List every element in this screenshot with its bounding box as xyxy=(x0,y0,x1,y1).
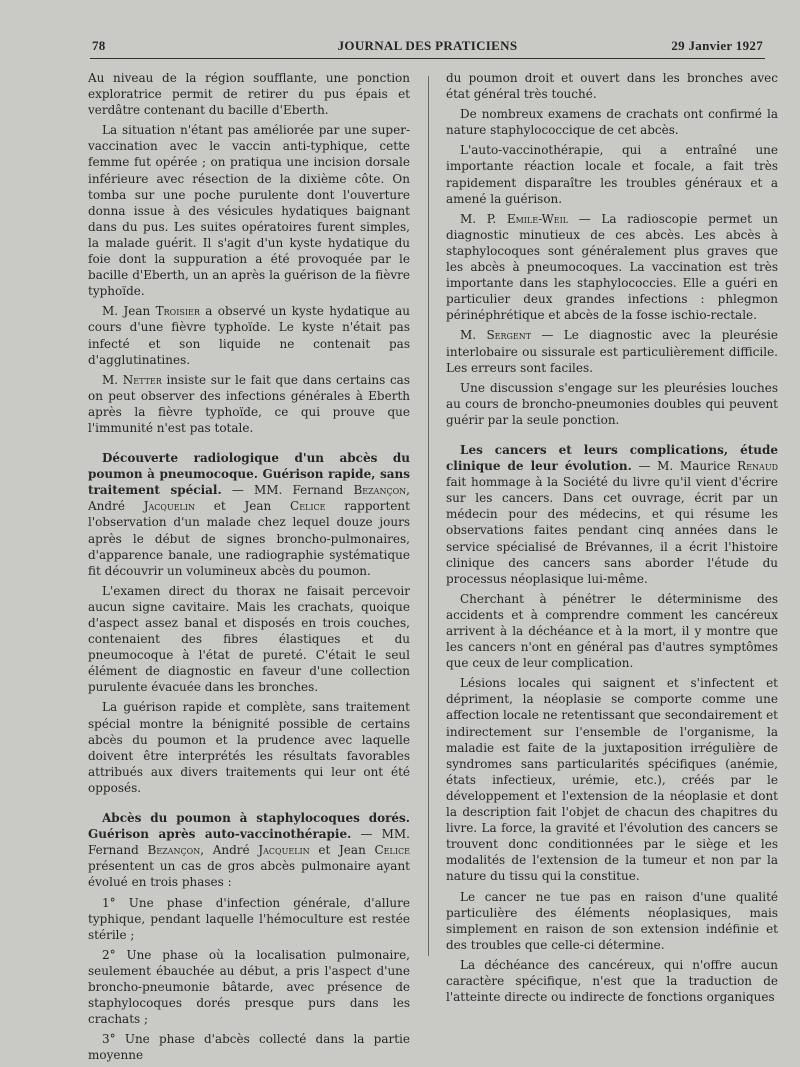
author-name: Jacquelin xyxy=(143,499,196,514)
speaker-prefix: M. xyxy=(102,372,119,387)
author-name: Celice xyxy=(290,499,326,514)
paragraph xyxy=(446,327,778,375)
author-name: Bezançon xyxy=(353,483,407,498)
page-number: 78 xyxy=(92,38,106,53)
left-column xyxy=(88,70,410,1067)
page-header xyxy=(90,36,765,59)
paragraph-text: fait hommage à la Société du livre qu'il vient d'écrire sur les cancers. Dans cet ouvrage, écrit par un médecin pour des médecins, et qui résume les observations faites pendant cinq années dans le service spécialisé de Brévannes, il a écrit l'histoire clinique des cancers sans aborder l'étude du processus néoplasique lui-même. xyxy=(446,475,778,586)
author-name: Renaud xyxy=(737,459,778,474)
paragraph: L'examen direct du thorax ne faisait percevoir aucun signe cavitaire. Mais les crachats, quoique d'aspect assez banal et disposés en trois couches, contenaient des fibres élastiques et du pneumocoque à l'état de pureté. C'était le seul élément de diagnostic en faveur d'une collection purulente évacuée dans les bronches. xyxy=(88,583,410,695)
phase-paragraph: 1° Une phase d'infection générale, d'allure typhique, pendant laquelle l'hémoculture est restée stérile ; xyxy=(88,895,410,942)
section-paragraph xyxy=(446,442,778,587)
section-heading: Découverte radiologique d'un abcès du poumon à pneumocoque. Guérison rapide, sans traitement spécial. xyxy=(88,451,410,498)
authors-intro: — MM. Fernand xyxy=(88,827,410,858)
paragraph-text: a observé un kyste hydatique au cours d'une fièvre typhoïde. Le kyste n'était pas infecté et son liquide ne contenait pas d'agglutinatines. xyxy=(88,304,410,367)
paragraph: De nombreux examens de crachats ont confirmé la nature staphylococcique de cet abcès. xyxy=(446,107,778,138)
paragraph-text: — Le diagnostic avec la pleurésie interlobaire ou sissurale est particulièrement difficile. Les erreurs sont faciles. xyxy=(446,328,778,375)
section-heading: Abcès du poumon à staphylocoques dorés. Guérison après auto-vaccinothérapie. xyxy=(88,811,410,842)
paragraph xyxy=(446,211,778,324)
phase-paragraph: 3° Une phase d'abcès collecté dans la partie moyenne xyxy=(88,1032,410,1063)
paragraph xyxy=(88,372,410,436)
author-name: Bezançon xyxy=(147,843,201,858)
paragraph: Cherchant à pénétrer le déterminisme des accidents et à comprendre comment les cancéreux arrivent à la déchéance et à la mort, il y montre que les cancers n'ont en général pas d'autres symptômes que ceux de leur complication. xyxy=(446,591,778,671)
authors-sep: et Jean xyxy=(213,499,272,514)
paragraph: Le cancer ne tue pas en raison d'une qualité particulière des éléments néoplasiques, mais simplement en raison de son extension indéfinie et des troubles que celle-ci détermine. xyxy=(446,889,778,952)
author-name: Troisier xyxy=(155,304,200,319)
authors-intro: — M. Maurice xyxy=(638,459,731,474)
section-paragraph xyxy=(88,810,410,890)
paragraph-text: présentent un cas de gros abcès pulmonaire ayant évolué en trois phases : xyxy=(88,859,410,890)
paragraph: Lésions locales qui saignent et s'infectent et dépriment, la néoplasie se comporte comme une affection locale ne retentissant que secondairement et indirectement sur l'ensemble de l'organisme, la maladie est faite de la juxtaposition irrégulière de syndromes sans particularités spécifiques (anémie, états infectieux, urémie, etc.), créés par le développement et l'extension de la néoplasie et dont la description fait l'objet de chacun des chapitres du livre. La force, la gravité et l'évolution des cancers se trouvent donc conditionnées par le siège et les modalités de l'extension de la tumeur et non par la nature du tissu qui la constitue. xyxy=(446,676,778,884)
paragraph-text: — La radioscopie permet un diagnostic minutieux de ces abcès. Les abcès à staphylocoques sont généralement plus graves que les abcès à pneumocoques. La vaccination est très importante dans les staphylococcies. Elle a guéri en particulier deux grandes infections : phlegmon périnéphrétique et abcès de la fosse ischio-rectale. xyxy=(446,211,778,323)
speaker-prefix: M. Jean xyxy=(102,304,151,319)
journal-title: JOURNAL DES PRATICIENS xyxy=(337,38,518,53)
paragraph-text: rapportent l'observation d'un malade chez lequel douze jours après le début de signes broncho-pulmonaires, d'apparence banale, une radiographie systématique fit découvrir un volumineux abcès du poumon. xyxy=(88,499,410,578)
authors-sep: , André xyxy=(200,843,250,858)
authors-sep: et Jean xyxy=(318,843,366,858)
section-paragraph xyxy=(88,450,410,579)
paragraph: La déchéance des cancéreux, qui n'offre aucun caractère spécifique, n'est que la traduction de l'atteinte directe ou indirecte de fonctions organiques xyxy=(446,957,778,1005)
author-name: Celice xyxy=(374,843,410,858)
paragraph: La guérison rapide et complète, sans traitement spécial montre la bénignité possible de certains abcès du poumon et la prudence avec laquelle doivent être interprétés les résultats favorables attribués aux divers traitements qui leur ont été opposés. xyxy=(88,700,410,795)
authors-sep: , André xyxy=(88,483,410,514)
author-name: Netter xyxy=(122,372,162,387)
paragraph-text: insiste sur le fait que dans certains cas on peut observer des infections générales à Eberth après la fièvre typhoïde, ce qui prouve que l'immunité n'est pas totale. xyxy=(88,372,410,435)
column-divider xyxy=(428,76,429,956)
speaker-prefix: M. xyxy=(460,328,477,343)
speaker-prefix: M. P. xyxy=(460,211,497,226)
issue-date: 29 Janvier 1927 xyxy=(671,38,763,53)
authors-intro: — MM. Fernand xyxy=(231,483,344,498)
author-name: Sergent xyxy=(486,328,532,343)
section-heading: Les cancers et leurs complications, étude clinique de leur évolution. xyxy=(446,442,778,474)
author-name: Jacquelin xyxy=(258,843,310,858)
author-name: Emile-Weil xyxy=(506,211,569,226)
paragraph: du poumon droit et ouvert dans les bronches avec état général très touché. xyxy=(446,71,778,102)
paragraph: La situation n'étant pas améliorée par une super-vaccination avec le vaccin anti-typhique, cette femme fut opérée ; on pratiqua une incision dorsale inférieure avec résection de la dixième côte. On tomba sur une poche purulente dont l'ouverture donna issue à des vésicules hydatiques baignant dans du pus. Les suites opératoires furent simples, la malade guérit. Il s'agit d'un kyste hydatique du foie dont la suppuration a été provoquée par le bacille d'Eberth, un an après la guérison de la fièvre typhoïde. xyxy=(88,123,410,299)
phase-paragraph: 2° Une phase où la localisation pulmonaire, seulement ébauchée au début, a pris l'aspect d'une broncho-pneumonie bâtarde, avec présence de staphylocoques dorés presque purs dans les crachats ; xyxy=(88,947,410,1027)
paragraph xyxy=(88,303,410,367)
paragraph: Une discussion s'engage sur les pleurésies louches au cours de broncho-pneumonies doubles qui peuvent guérir par la seule ponction. xyxy=(446,380,778,427)
paragraph: L'auto-vaccinothérapie, qui a entraîné une importante réaction locale et focale, a fait très rapidement disparaître les troubles généraux et a amené la guérison. xyxy=(446,143,778,206)
right-column xyxy=(446,70,778,1009)
paragraph: Au niveau de la région soufflante, une ponction exploratrice permit de retirer du pus épais et verdâtre contenant du bacille d'Eberth. xyxy=(88,71,410,118)
